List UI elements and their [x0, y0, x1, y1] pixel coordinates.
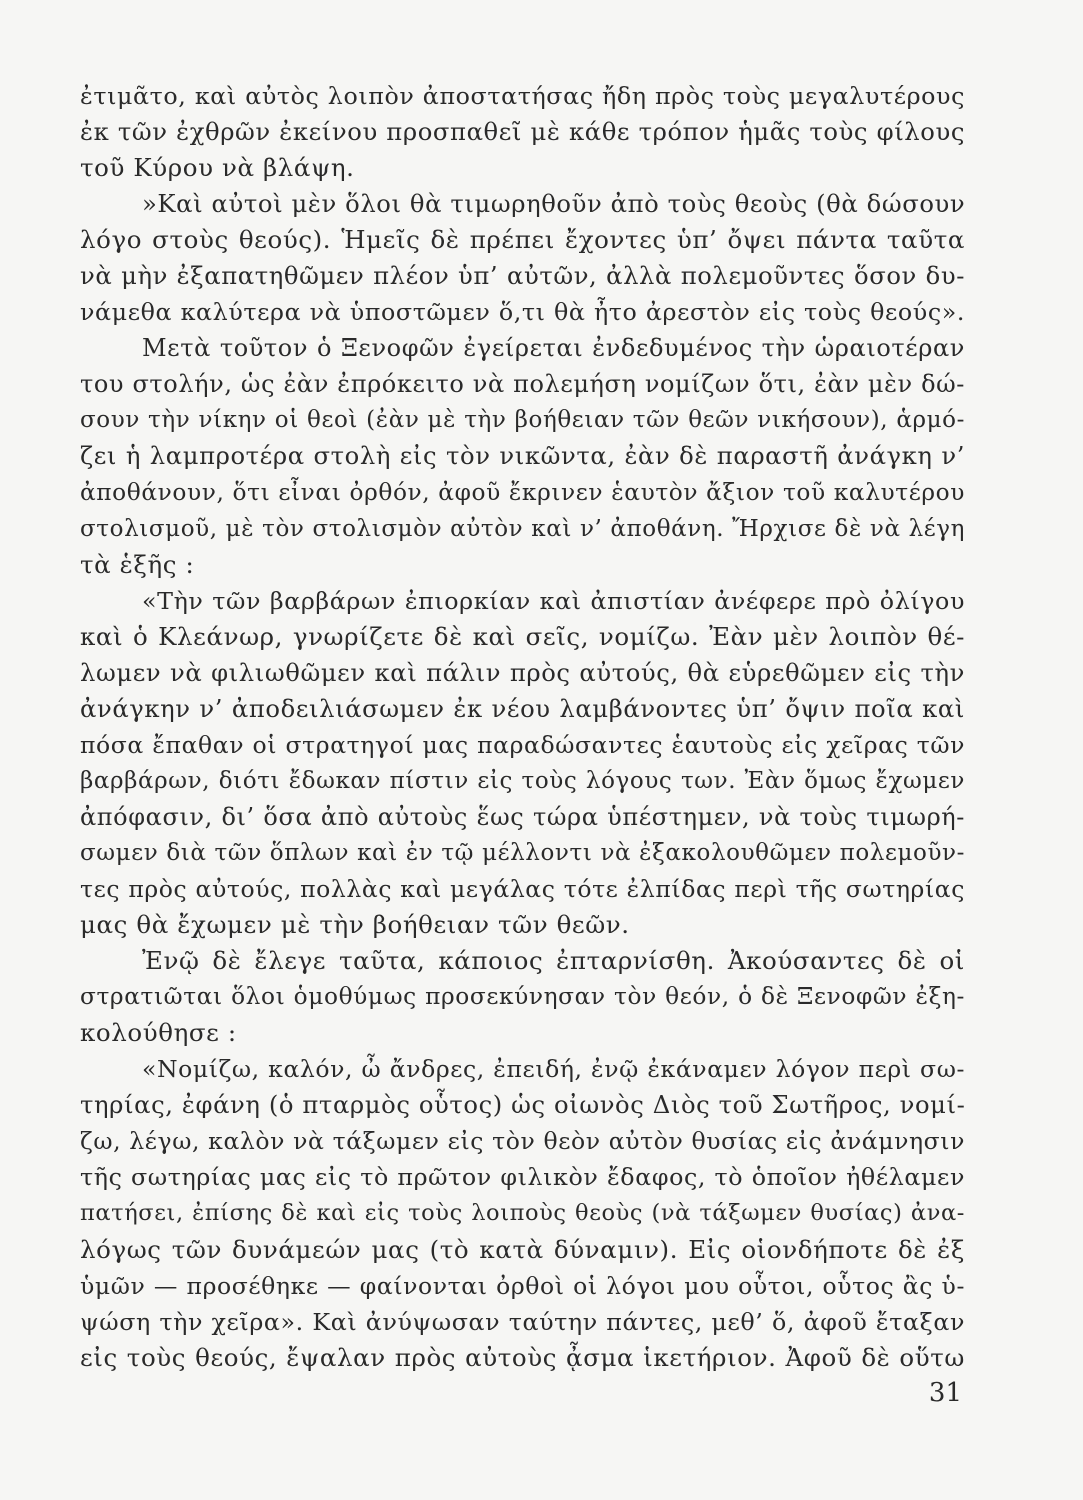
text-line: μας θὰ ἔχωμεν μὲ τὴν βοήθειαν τῶν θεῶν.	[80, 910, 630, 940]
text-line: τηρίας, ἐφάνη (ὁ πταρμὸς οὗτος) ὡς οἰωνὸς Διὸς τοῦ Σωτῆρος, νομί-	[80, 1090, 966, 1120]
text-line: ὑμῶν — προσέθηκε — φαίνονται ὀρθοὶ οἱ λόγοι μου οὗτοι, οὗτος ἂς ὑ-	[80, 1271, 965, 1300]
text-line: λόγως τῶν δυνάμεών μας (τὸ κατὰ δύναμιν). Εἰς οἱονδήποτε δὲ ἐξ	[80, 1234, 965, 1264]
text-line: κολούθησε :	[80, 1018, 237, 1048]
text-line: στρατιῶται ὅλοι ὁμοθύμως προσεκύνησαν τὸν θεόν, ὁ δὲ Ξενοφῶν ἐξη-	[80, 983, 965, 1011]
text-line: τῆς σωτηρίας μας εἰς τὸ πρῶτον φιλικὸν ἔδαφος, τὸ ὁποῖον ἠθέλαμεν	[80, 1163, 965, 1192]
text-line: ζει ἡ λαμπροτέρα στολὴ εἰς τὸν νικῶντα, ἐὰν δὲ παραστῆ ἀνάγκη ν’	[80, 441, 965, 471]
text-line: νάμεθα καλύτερα νὰ ὑποστῶμεν ὅ,τι θὰ ἦτο ἀρεστὸν εἰς τοὺς θεούς».	[80, 298, 965, 327]
text-line: σουν τὴν νίκην οἱ θεοὶ (ἐὰν μὲ τὴν βοήθειαν τῶν θεῶν νικήσουν), ἁρμό-	[80, 407, 965, 434]
text-line: λόγο στοὺς θεούς). Ἡμεῖς δὲ πρέπει ἔχοντες ὑπ’ ὄψει πάντα ταῦτα	[80, 225, 965, 255]
text-line: ἀποθάνουν, ὅτι εἶναι ὀρθόν, ἀφοῦ ἔκρινεν ἑαυτὸν ἄξιον τοῦ καλυτέρου	[80, 478, 965, 506]
text-line: τοῦ Κύρου νὰ βλάψη.	[80, 153, 355, 183]
text-line: λωμεν νὰ φιλιωθῶμεν καὶ πάλιν πρὸς αὐτούς, θὰ εὑρεθῶμεν εἰς τὴν	[80, 657, 965, 687]
text-line: ζω, λέγω, καλὸν νὰ τάξωμεν εἰς τὸν θεὸν αὐτὸν θυσίας εἰς ἀνάμνησιν	[80, 1127, 965, 1156]
text-line: ἀνάγκην ν’ ἀποδειλιάσωμεν ἐκ νέου λαμβάνοντες ὑπ’ ὄψιν ποῖα καὶ	[80, 693, 965, 723]
text-line: ἐτιμᾶτο, καὶ αὐτὸς λοιπὸν ἀποστατήσας ἤδη πρὸς τοὺς μεγαλυτέρους	[80, 82, 965, 110]
text-line: πατήσει, ἐπίσης δὲ καὶ εἰς τοὺς λοιποὺς θεοὺς (νὰ τάξωμεν θυσίας) ἀνα-	[80, 1200, 965, 1227]
text-line: νὰ μὴν ἐξαπατηθῶμεν πλέον ὑπ’ αὐτῶν, ἀλλὰ πολεμοῦντες ὅσον δυ-	[80, 261, 965, 291]
text-line: «Νομίζω, καλόν, ὦ ἄνδρες, ἐπειδή, ἐνῷ ἐκάναμεν λόγον περὶ σω-	[142, 1055, 965, 1084]
text-line: εἰς τοὺς θεούς, ἔψαλαν πρὸς αὐτοὺς ᾆσμα ἱκετήριον. Ἀφοῦ δὲ οὕτω	[80, 1342, 965, 1372]
text-line: ἀπόφασιν, δι’ ὅσα ἀπὸ αὐτοὺς ἕως τώρα ὑπέστημεν, νὰ τοὺς τιμωρή-	[80, 802, 965, 831]
page-number: 31	[928, 1378, 962, 1408]
text-line: τες πρὸς αὐτούς, πολλὰς καὶ μεγάλας τότε ἐλπίδας περὶ τῆς σωτηρίας	[80, 875, 965, 904]
text-line: του στολήν, ὡς ἐὰν ἐπρόκειτο νὰ πολεμήση νομίζων ὅτι, ἐὰν μὲν δώ-	[80, 370, 965, 399]
text-line: σωμεν διὰ τῶν ὅπλων καὶ ἐν τῷ μέλλοντι νὰ ἐξακολουθῶμεν πολεμοῦν-	[80, 839, 965, 866]
text-line: βαρβάρων, διότι ἔδωκαν πίστιν εἰς τοὺς λόγους των. Ἐὰν ὅμως ἔχωμεν	[80, 767, 965, 794]
text-line: ψώση τὴν χεῖρα». Καὶ ἀνύψωσαν ταύτην πάντες, μεθ’ ὅ, ἀφοῦ ἔταξαν	[80, 1307, 965, 1336]
text-line: τὰ ἑξῆς :	[80, 549, 195, 579]
text-line: «Τὴν τῶν βαρβάρων ἐπιορκίαν καὶ ἀπιστίαν ἀνέφερε πρὸ ὀλίγου	[142, 586, 965, 615]
text-line: ἐκ τῶν ἐχθρῶν ἐκείνου προσπαθεῖ μὲ κάθε τρόπον ἡμᾶς τοὺς φίλους	[80, 117, 965, 147]
body-text	[80, 78, 965, 1376]
text-line: Ἐνῷ δὲ ἔλεγε ταῦτα, κάποιος ἐπταρνίσθη. Ἀκούσαντες δὲ οἱ	[142, 946, 965, 976]
text-line: στολισμοῦ, μὲ τὸν στολισμὸν αὐτὸν καὶ ν’ ἀποθάνη. Ἤρχισε δὲ νὰ λέγη	[80, 515, 965, 542]
text-line: καὶ ὁ Κλεάνωρ, γνωρίζετε δὲ καὶ σεῖς, νομίζω. Ἐὰν μὲν λοιπὸν θέ-	[80, 621, 965, 651]
text-line: »Καὶ αὐτοὶ μὲν ὅλοι θὰ τιμωρηθοῦν ἀπὸ τοὺς θεοὺς (θὰ δώσουν	[142, 189, 966, 219]
text-line: Μετὰ τοῦτον ὁ Ξενοφῶν ἐγείρεται ἐνδεδυμένος τὴν ὡραιοτέραν	[142, 334, 965, 363]
text-line: πόσα ἔπαθαν οἱ στρατηγοί μας παραδώσαντες ἑαυτοὺς εἰς χεῖρας τῶν	[80, 730, 965, 759]
